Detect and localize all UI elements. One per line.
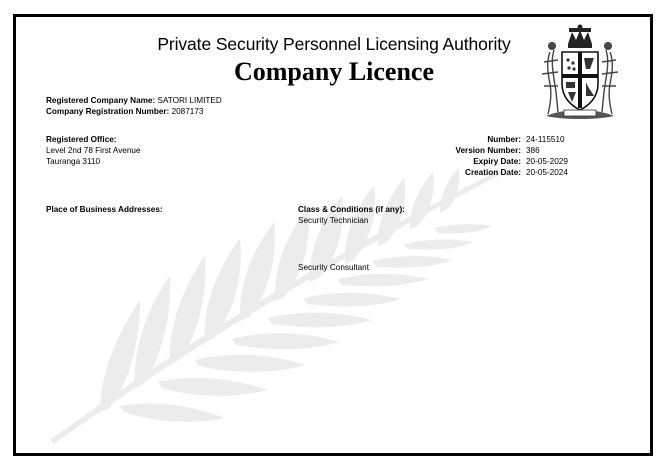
class-conditions-label: Class & Conditions (if any): (298, 205, 405, 214)
office-line-2: Tauranga 3110 (46, 157, 101, 166)
class-item: Security Technician (298, 216, 369, 225)
office-label: Registered Office: (46, 135, 117, 144)
authority-name: Private Security Personnel Licensing Authority (157, 34, 511, 54)
company-name-value: SATORI LIMITED (157, 96, 222, 105)
creation-date-label: Creation Date: (465, 168, 521, 177)
company-name-label: Registered Company Name: (46, 96, 156, 105)
company-name-row (46, 95, 222, 106)
licence-number-value: 24-115510 (526, 135, 565, 144)
business-addresses-label: Place of Business Addresses: (46, 205, 163, 214)
silver-fern-watermark-icon (40, 150, 510, 450)
office-line-1: Level 2nd 78 First Avenue (46, 146, 141, 155)
licence-number-label: Number: (487, 135, 521, 144)
expiry-date-label: Expiry Date: (473, 157, 521, 166)
expiry-date-value: 20-05-2029 (526, 157, 568, 166)
document-title: Company Licence (233, 57, 435, 86)
class-item: Security Consultant (298, 263, 369, 272)
company-reg-row (46, 106, 203, 117)
company-reg-label: Company Registration Number: (46, 107, 170, 116)
version-number-label: Version Number: (455, 146, 521, 155)
company-reg-value: 2087173 (171, 107, 204, 116)
creation-date-value: 20-05-2024 (526, 168, 568, 177)
version-number-value: 386 (526, 146, 540, 155)
